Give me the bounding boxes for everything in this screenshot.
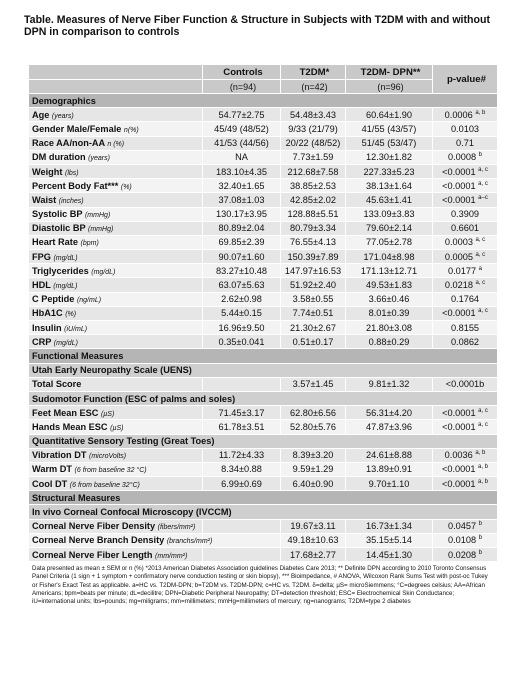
table-footnote: Data presented as mean ± SEM or n (%) *2013 American Diabetes Association guidelines Diabetes Care 2013; ** Definite DPN according to 2010 Toronto Consensus Panel Criteria (1 sign + 1 symptom + confirmatory nerve conduction testing or skin biopsy), *** Bioimpedance, # ANOVA, Wilcoxon Rank Sums Test with post-oc Tukey or Fisher's Exact Test as applicable. a=HC vs. T2DM-DPN; b=T2DM vs. T2DM-DPN; c=HC vs. T2DM. δ=delta; µS= microSiemmens; °C=degrees celsius; AA=African Americans; bpm=beats per minute; dL=decilitre; DPN=Diabetic Peripheral Neuropathy; DT=detection threshold; ESC= Electrochemical Skin Conductance; iU=international units; lbs=pounds; mg=miligrams; mm=millimeters; mmHg=millimeters of mercury; ng=nanograms; T2DM=type 2 diabetes <box>28 562 497 648</box>
row-label: FPG <box>32 251 51 262</box>
p-value-cell <box>433 136 498 150</box>
t2dm-value: 17.68±2.77 <box>281 548 346 562</box>
row-unit: (mmHg) <box>88 226 114 234</box>
p-value-cell <box>433 164 498 178</box>
p-value: 0.0208 <box>447 549 477 560</box>
t2dm-value: 9.59±1.29 <box>281 462 346 476</box>
table-row <box>29 122 498 136</box>
row-label-cell <box>29 448 203 462</box>
subsection-header-row <box>29 391 498 405</box>
t2dm-dpn-value: 60.64±1.90 <box>346 108 433 122</box>
t2dm-dpn-value: 171.13±12.71 <box>346 264 433 278</box>
p-value: 0.0003 <box>444 237 473 248</box>
row-label-cell <box>29 264 203 278</box>
row-label-cell <box>29 136 203 150</box>
t2dm-dpn-value: 9.81±1.32 <box>346 377 433 391</box>
table-row <box>29 150 498 164</box>
section-label: Demographics <box>29 94 498 108</box>
p-value-superscript: b <box>478 152 482 159</box>
row-label-cell <box>29 108 203 122</box>
t2dm-dpn-value: 41/55 (43/57) <box>346 122 433 136</box>
t2dm-value: 49.18±10.63 <box>281 533 346 547</box>
row-label: Weight <box>32 166 63 177</box>
p-value: <0.0001 <box>442 421 476 432</box>
controls-value: 8.34±0.88 <box>203 462 281 476</box>
row-label: Feet Mean ESC <box>32 407 99 418</box>
p-value-cell <box>433 292 498 306</box>
header-controls-n: (n=94) <box>203 80 281 94</box>
p-value-cell <box>433 250 498 264</box>
t2dm-dpn-value: 49.53±1.83 <box>346 278 433 292</box>
row-unit: (%) <box>120 183 132 191</box>
header-t2dm: T2DM* <box>281 65 346 80</box>
t2dm-value: 19.67±3.11 <box>281 519 346 533</box>
table-row <box>29 477 498 491</box>
table-row <box>29 221 498 235</box>
row-unit: (mg/dL) <box>53 283 78 291</box>
p-value-cell <box>433 519 498 533</box>
t2dm-value: 0.51±0.17 <box>281 335 346 349</box>
p-value: <0.0001 <box>442 194 476 205</box>
controls-value: 32.40±1.65 <box>203 179 281 193</box>
p-value: 0.0103 <box>450 123 480 134</box>
row-label-cell <box>29 321 203 335</box>
t2dm-value: 76.55±4.13 <box>281 235 346 249</box>
row-unit: (fibers/mm²) <box>157 524 196 532</box>
p-value-cell <box>433 278 498 292</box>
p-value: <0.0001 <box>441 464 476 475</box>
row-label-cell <box>29 150 203 164</box>
table-row <box>29 335 498 349</box>
t2dm-dpn-value: 21.80±3.08 <box>346 321 433 335</box>
controls-value: 63.07±5.63 <box>203 278 281 292</box>
t2dm-value: 7.73±1.59 <box>281 150 346 164</box>
table-row <box>29 164 498 178</box>
p-value-superscript: a, c <box>478 407 488 414</box>
p-value: 0.1764 <box>450 294 480 305</box>
row-unit: (years) <box>51 112 74 120</box>
row-label-cell <box>29 462 203 476</box>
row-label-cell <box>29 235 203 249</box>
row-label-cell <box>29 406 203 420</box>
p-value-cell <box>433 179 498 193</box>
p-value: 0.0862 <box>450 336 480 347</box>
p-value: 0.0177 <box>447 265 477 276</box>
row-unit: (6 from baseline 32°C) <box>69 481 140 489</box>
p-value-superscript: a, c <box>478 421 488 428</box>
data-table <box>28 64 498 562</box>
controls-value: 61.78±3.51 <box>203 420 281 434</box>
controls-value: 11.72±4.33 <box>203 448 281 462</box>
controls-value: 6.99±0.69 <box>203 477 281 491</box>
p-value: <0.0001 <box>442 180 476 191</box>
t2dm-dpn-value: 227.33±5.23 <box>346 164 433 178</box>
t2dm-dpn-value: 14.45±1.30 <box>346 548 433 562</box>
p-value: 0.0008 <box>447 152 477 163</box>
p-value-superscript: a <box>478 265 482 272</box>
p-value-superscript: a, b <box>475 109 486 116</box>
row-unit: (6 from baseline 32 °C) <box>74 467 147 475</box>
table-row <box>29 321 498 335</box>
table-row <box>29 420 498 434</box>
subsection-header-row <box>29 363 498 377</box>
p-value: 0.6601 <box>450 223 480 234</box>
row-label-cell <box>29 179 203 193</box>
p-value-superscript: a, b <box>475 450 486 457</box>
header-blank-2 <box>29 80 203 94</box>
p-value-superscript: a, c <box>478 308 488 315</box>
t2dm-value: 147.97±16.53 <box>281 264 346 278</box>
table-row <box>29 406 498 420</box>
controls-value: 83.27±10.48 <box>203 264 281 278</box>
row-label-cell <box>29 377 203 391</box>
header-t2dm-dpn-n: (n=96) <box>346 80 433 94</box>
table-row <box>29 377 498 391</box>
row-label: Race AA/non-AA <box>32 138 105 149</box>
subsection-label: Utah Early Neuropathy Scale (UENS) <box>29 363 498 377</box>
row-label: Total Score <box>32 379 82 390</box>
controls-value: 37.08±1.03 <box>203 193 281 207</box>
t2dm-dpn-value: 38.13±1.64 <box>346 179 433 193</box>
row-label-cell <box>29 335 203 349</box>
controls-value <box>203 519 281 533</box>
row-unit: (ng/mL) <box>76 297 102 305</box>
table-row <box>29 108 498 122</box>
subsection-label: Quantitative Sensory Testing (Great Toes) <box>29 434 498 448</box>
row-label: Corneal Nerve Branch Density <box>32 535 165 546</box>
p-value-cell <box>433 377 498 391</box>
row-label-cell <box>29 519 203 533</box>
p-value: <0.0001 <box>442 166 476 177</box>
table-row <box>29 448 498 462</box>
row-unit: (bpm) <box>80 240 99 248</box>
row-label: Waist <box>32 194 57 205</box>
p-value-cell <box>433 548 498 562</box>
table-row <box>29 235 498 249</box>
row-unit: (mg/dL) <box>53 254 78 262</box>
subsection-header-row <box>29 434 498 448</box>
row-label: Corneal Nerve Fiber Density <box>32 521 156 532</box>
row-label: HbA1C <box>32 308 63 319</box>
p-value: <0.0001 <box>441 478 476 489</box>
row-label: Gender Male/Female <box>32 123 122 134</box>
p-value: 0.0006 <box>444 109 473 120</box>
row-label: Percent Body Fat*** <box>32 180 119 191</box>
controls-value: 183.10±4.35 <box>203 164 281 178</box>
p-value-cell <box>433 122 498 136</box>
p-value-cell <box>433 335 498 349</box>
p-value: 0.0036 <box>444 450 473 461</box>
header-t2dm-dpn: T2DM- DPN** <box>346 65 433 80</box>
row-label-cell <box>29 292 203 306</box>
t2dm-value: 38.85±2.53 <box>281 179 346 193</box>
t2dm-dpn-value: 24.61±8.88 <box>346 448 433 462</box>
t2dm-dpn-value: 79.60±2.14 <box>346 221 433 235</box>
t2dm-dpn-value: 8.01±0.39 <box>346 306 433 320</box>
p-value: 0.3909 <box>450 209 480 220</box>
row-label-cell <box>29 250 203 264</box>
row-label: Warm DT <box>32 464 72 475</box>
row-label: Insulin <box>32 322 62 333</box>
table-row <box>29 462 498 476</box>
controls-value: NA <box>203 150 281 164</box>
controls-value: 80.89±2.04 <box>203 221 281 235</box>
row-label: HDL <box>32 280 51 291</box>
p-value-cell <box>433 477 498 491</box>
p-value: 0.0218 <box>444 280 473 291</box>
row-label-cell <box>29 306 203 320</box>
t2dm-dpn-value: 13.89±0.91 <box>346 462 433 476</box>
t2dm-value: 51.92±2.40 <box>281 278 346 292</box>
controls-value: 41/53 (44/56) <box>203 136 281 150</box>
t2dm-value: 3.58±0.55 <box>281 292 346 306</box>
t2dm-value: 128.88±5.51 <box>281 207 346 221</box>
controls-value: 130.17±3.95 <box>203 207 281 221</box>
t2dm-value: 80.79±3.34 <box>281 221 346 235</box>
row-label: Age <box>32 109 50 120</box>
row-unit: (mmHg) <box>84 212 111 220</box>
p-value-superscript: a, b <box>478 478 489 485</box>
t2dm-dpn-value: 56.31±4.20 <box>346 406 433 420</box>
row-unit: n(%) <box>123 126 139 134</box>
row-label-cell <box>29 477 203 491</box>
row-unit: (years) <box>88 155 110 163</box>
t2dm-dpn-value: 12.30±1.82 <box>346 150 433 164</box>
row-unit: (mg/dL) <box>53 339 78 347</box>
controls-value: 45/49 (48/52) <box>203 122 281 136</box>
row-unit: (µS) <box>110 424 124 432</box>
header-row <box>29 65 498 80</box>
table-row <box>29 519 498 533</box>
table-row <box>29 292 498 306</box>
row-unit: (µS) <box>100 410 115 418</box>
p-value: 0.0005 <box>444 251 473 262</box>
row-label-cell <box>29 164 203 178</box>
row-label: Diastolic BP <box>32 223 86 234</box>
row-label-cell <box>29 221 203 235</box>
p-value-cell <box>433 150 498 164</box>
t2dm-dpn-value: 16.73±1.34 <box>346 519 433 533</box>
p-value-cell <box>433 221 498 235</box>
table-title: Table. Measures of Nerve Fiber Function & Structure in Subjects with T2DM with and without DPN in comparison to controls <box>24 14 490 38</box>
t2dm-dpn-value: 77.05±2.78 <box>346 235 433 249</box>
p-value-cell <box>433 448 498 462</box>
t2dm-dpn-value: 35.15±5.14 <box>346 533 433 547</box>
table-row <box>29 207 498 221</box>
table-row <box>29 278 498 292</box>
row-label: Heart Rate <box>32 237 78 248</box>
header-controls: Controls <box>203 65 281 80</box>
row-label-cell <box>29 207 203 221</box>
p-value-cell <box>433 235 498 249</box>
p-value-superscript: b <box>478 549 482 556</box>
table-row <box>29 193 498 207</box>
table-row <box>29 250 498 264</box>
controls-value: 5.44±0.15 <box>203 306 281 320</box>
p-value-cell <box>433 306 498 320</box>
controls-value: 69.85±2.39 <box>203 235 281 249</box>
row-label-cell <box>29 278 203 292</box>
t2dm-value: 7.74±0.51 <box>281 306 346 320</box>
p-value-cell <box>433 406 498 420</box>
controls-value: 90.07±1.60 <box>203 250 281 264</box>
p-value: <0.0001 <box>442 308 476 319</box>
section-header-row <box>29 94 498 108</box>
table-row <box>29 533 498 547</box>
controls-value: 0.35±0.041 <box>203 335 281 349</box>
t2dm-dpn-value: 9.70±1.10 <box>346 477 433 491</box>
subsection-label: In vivo Corneal Confocal Microscopy (IVCCM) <box>29 505 498 519</box>
controls-value: 2.62±0.98 <box>203 292 281 306</box>
p-value-superscript: b <box>478 535 482 542</box>
row-label: DM duration <box>32 152 86 163</box>
row-unit: (branchs/mm²) <box>166 538 213 546</box>
row-label: Triglycerides <box>32 265 89 276</box>
row-label-cell <box>29 122 203 136</box>
controls-value <box>203 548 281 562</box>
t2dm-value: 212.68±7.58 <box>281 164 346 178</box>
section-header-row <box>29 349 498 363</box>
t2dm-dpn-value: 171.04±8.98 <box>346 250 433 264</box>
controls-value: 71.45±3.17 <box>203 406 281 420</box>
p-value-cell <box>433 533 498 547</box>
controls-value: 16.96±9.50 <box>203 321 281 335</box>
t2dm-value: 9/33 (21/79) <box>281 122 346 136</box>
header-n-row <box>29 80 498 94</box>
table-row <box>29 264 498 278</box>
controls-value <box>203 377 281 391</box>
p-value-superscript: a, c <box>478 166 488 173</box>
t2dm-value: 3.57±1.45 <box>281 377 346 391</box>
t2dm-value: 62.80±6.56 <box>281 406 346 420</box>
row-label: Systolic BP <box>32 209 83 220</box>
p-value-cell <box>433 193 498 207</box>
p-value-superscript: a, c <box>475 279 486 286</box>
p-value-cell <box>433 462 498 476</box>
controls-value: 54.77±2.75 <box>203 108 281 122</box>
row-label-cell <box>29 193 203 207</box>
t2dm-value: 54.48±3.43 <box>281 108 346 122</box>
row-label: Vibration DT <box>32 450 87 461</box>
t2dm-value: 8.39±3.20 <box>281 448 346 462</box>
header-blank <box>29 65 203 80</box>
t2dm-dpn-value: 47.87±3.96 <box>346 420 433 434</box>
row-unit: n (%) <box>107 141 125 149</box>
row-unit: (inches) <box>58 197 84 205</box>
row-unit: (%) <box>65 311 77 319</box>
p-value-cell <box>433 321 498 335</box>
row-label-cell <box>29 420 203 434</box>
p-value-cell <box>433 207 498 221</box>
row-unit: (microVolts) <box>89 453 127 461</box>
row-label: Cool DT <box>32 478 68 489</box>
row-unit: (mm/mm²) <box>155 552 188 560</box>
p-value: 0.8155 <box>450 322 480 333</box>
p-value: 0.71 <box>456 138 474 149</box>
t2dm-value: 20/22 (48/52) <box>281 136 346 150</box>
t2dm-value: 52.80±5.76 <box>281 420 346 434</box>
row-label-cell <box>29 548 203 562</box>
t2dm-value: 21.30±2.67 <box>281 321 346 335</box>
t2dm-dpn-value: 51/45 (53/47) <box>346 136 433 150</box>
p-value: <0.0001 <box>442 407 476 418</box>
t2dm-value: 42.85±2.02 <box>281 193 346 207</box>
table-row <box>29 179 498 193</box>
t2dm-dpn-value: 45.63±1.41 <box>346 193 433 207</box>
row-label: C Peptide <box>32 294 75 305</box>
t2dm-dpn-value: 0.88±0.29 <box>346 335 433 349</box>
p-value-superscript: b <box>478 521 482 528</box>
p-value-superscript: a, b <box>478 464 489 471</box>
p-value-superscript: a–c <box>478 194 488 201</box>
row-label: CRP <box>32 336 52 347</box>
table-row <box>29 306 498 320</box>
p-value-cell <box>433 108 498 122</box>
t2dm-value: 150.39±7.89 <box>281 250 346 264</box>
p-value: <0.0001b <box>445 379 485 390</box>
table-row <box>29 136 498 150</box>
row-unit: (iU/mL) <box>64 325 88 333</box>
table-row <box>29 548 498 562</box>
subsection-header-row <box>29 505 498 519</box>
controls-value <box>203 533 281 547</box>
header-p-value: p-value# <box>433 65 498 94</box>
row-label: Hands Mean ESC <box>32 421 108 432</box>
p-value-superscript: a, c <box>475 251 486 258</box>
t2dm-dpn-value: 133.09±3.83 <box>346 207 433 221</box>
section-header-row <box>29 491 498 505</box>
p-value-superscript: a, c <box>475 237 486 244</box>
p-value-superscript: a, c <box>478 180 488 187</box>
row-label: Corneal Nerve Fiber Length <box>32 549 153 560</box>
row-label-cell <box>29 533 213 547</box>
section-label: Structural Measures <box>29 491 498 505</box>
row-unit: (mg/dL) <box>91 268 116 276</box>
t2dm-value: 6.40±0.90 <box>281 477 346 491</box>
section-label: Functional Measures <box>29 349 498 363</box>
p-value: 0.0108 <box>447 535 477 546</box>
p-value-cell <box>433 264 498 278</box>
row-unit: (lbs) <box>65 169 79 177</box>
header-t2dm-n: (n=42) <box>281 80 346 94</box>
subsection-label: Sudomotor Function (ESC of palms and soles) <box>29 391 498 405</box>
p-value: 0.0457 <box>447 521 477 532</box>
p-value-cell <box>433 420 498 434</box>
t2dm-dpn-value: 3.66±0.46 <box>346 292 433 306</box>
